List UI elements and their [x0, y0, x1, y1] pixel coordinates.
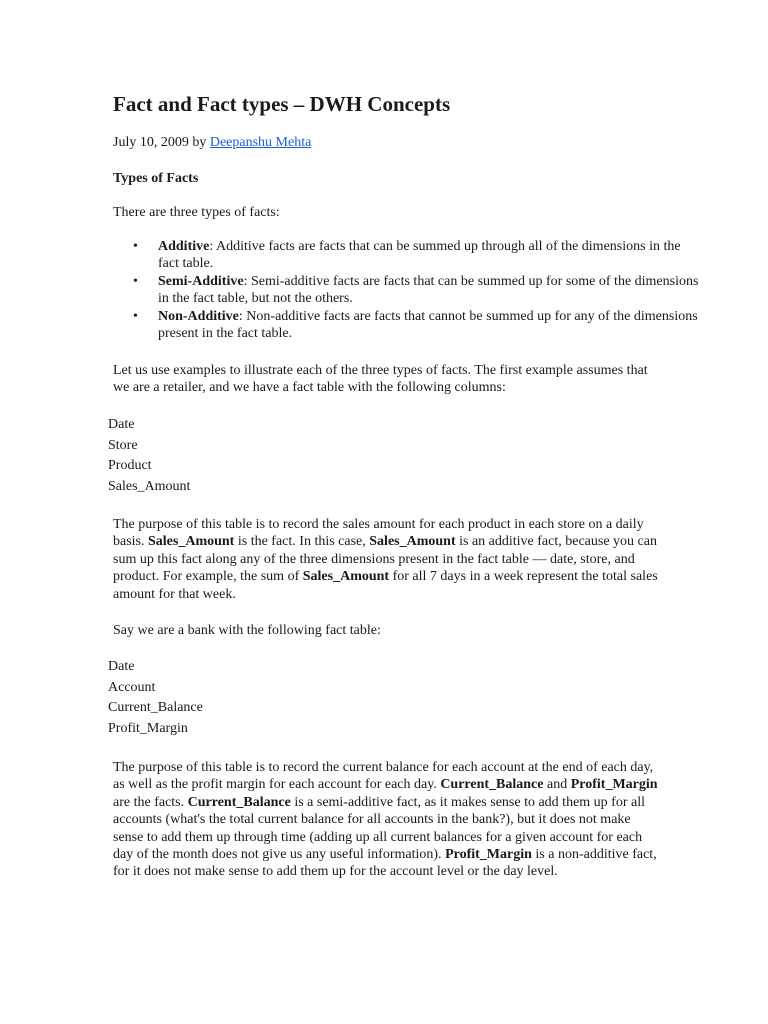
- text-run: for all 7 days in a week represent the total sales amount for that week.: [113, 569, 658, 602]
- text-run: is a semi-additive fact, as it makes sense to add them up for all accounts (what's the total current balance for all accounts in the bank?), but it does not make sense to add them up through time (adding up all current balances for a given account for each day of the month does not give us any useful information).: [113, 794, 645, 863]
- text-run: is the fact. In this case,: [234, 534, 370, 550]
- bullet-icon: •: [133, 273, 138, 289]
- fact-type-description: : Additive facts are facts that can be summed up through all of the dimensions in the fact table.: [158, 239, 681, 272]
- text-run: The purpose of this table is to record the current balance for each account at the end of each day, as well as the profit margin for each account for each day.: [113, 760, 654, 793]
- fact-name: Sales_Amount: [302, 569, 390, 585]
- column-name: Current_Balance: [108, 700, 203, 716]
- article-title: Fact and Fact types – DWH Concepts: [113, 92, 451, 116]
- column-name: Profit_Margin: [108, 721, 188, 737]
- text-run: is an additive fact, because you can sum up this fact along any of the three dimensions present in the fact table — date, store, and product. For example, the sum of: [113, 534, 657, 585]
- fact-name: Profit_Margin: [570, 777, 658, 793]
- by-label: by: [192, 135, 207, 150]
- column-name: Sales_Amount: [108, 479, 191, 495]
- fact-type-term: Additive: [158, 239, 210, 254]
- column-name: Product: [108, 458, 152, 474]
- column-name: Date: [108, 659, 135, 674]
- list-item: [133, 273, 703, 308]
- retail-example-paragraph: Let us use examples to illustrate each of the three types of facts. The first example assumes that we are a retailer, and we have a fact table with the following columns:: [113, 363, 648, 396]
- text-run: and: [543, 777, 571, 793]
- column-name: Store: [108, 437, 138, 453]
- fact-name: Current_Balance: [440, 777, 544, 793]
- bullet-icon: •: [133, 308, 138, 324]
- sales-purpose-paragraph: [113, 516, 658, 603]
- author-link[interactable]: Deepanshu Mehta: [209, 135, 312, 150]
- post-date: July 10, 2009: [113, 135, 189, 150]
- text-run: are the facts.: [113, 794, 188, 810]
- bank-columns-list: [108, 657, 203, 740]
- bank-example-paragraph: Say we are a bank with the following fact table:: [113, 623, 381, 638]
- fact-name: Sales_Amount: [369, 534, 456, 550]
- column-name: Account: [108, 679, 156, 695]
- list-item: [133, 308, 703, 343]
- column-name: Date: [108, 417, 135, 432]
- fact-name: Sales_Amount: [148, 534, 235, 550]
- balance-purpose-paragraph: [113, 759, 658, 881]
- fact-type-term: Non-Additive: [158, 308, 239, 324]
- bullet-icon: •: [133, 239, 138, 254]
- fact-name: Current_Balance: [187, 794, 291, 810]
- fact-type-description: : Non-additive facts are facts that cannot be summed up for any of the dimensions present in the fact table.: [158, 308, 698, 342]
- text-run: The purpose of this table is to record the sales amount for each product in each store on a daily basis.: [113, 517, 644, 550]
- text-run: is a non-additive fact, for it does not make sense to add them up for the account level or the day level.: [113, 847, 657, 880]
- fact-types-list: [113, 238, 703, 342]
- fact-name: Profit_Margin: [445, 847, 532, 863]
- fact-type-description: : Semi-additive facts are facts that can be summed up for some of the dimensions in the fact table, but not the others.: [158, 273, 699, 307]
- list-item: [133, 238, 703, 273]
- byline: [113, 134, 311, 152]
- fact-type-term: Semi-Additive: [158, 273, 244, 289]
- retail-columns-list: [108, 415, 190, 498]
- section-heading: Types of Facts: [113, 171, 199, 186]
- section-intro: There are three types of facts:: [113, 205, 280, 220]
